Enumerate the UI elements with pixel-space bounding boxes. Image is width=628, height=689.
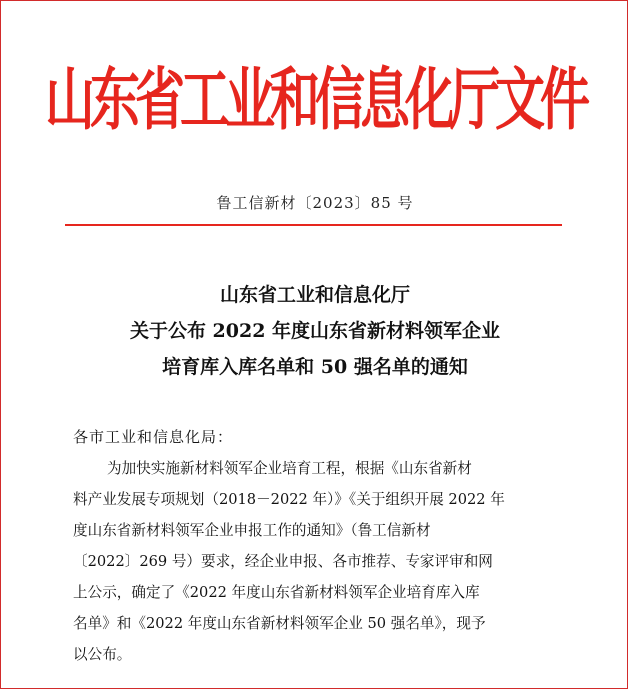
title-line: 培育库入库名单和 50 强名单的通知 [162,356,468,378]
body-line: 以公布。 [73,646,132,663]
body-line: 度山东省新材料领军企业申报工作的通知》（鲁工信新材 [73,522,431,539]
body-line: 料产业发展专项规划（2018－2022 年）》《关于组织开展 2022 年 [73,491,505,508]
title-line: 关于公布 2022 年度山东省新材料领军企业 [129,320,501,342]
body-line: 上公示，确定了《2022 年度山东省新材料领军企业培育库入库 [73,584,480,601]
body-paragraph [73,453,557,670]
red-divider-line [65,224,562,226]
masthead-title: 山东省工业和信息化厅文件 [45,61,585,140]
body-line: 〔2022〕269 号）要求，经企业申报、各市推荐、专家评审和网 [73,553,493,570]
body-line: 名单》和《2022 年度山东省新材料领军企业 50 强名单》，现予 [73,615,486,632]
notice-title [1,277,628,385]
document-number: 鲁工信新材〔2023〕85 号 [216,194,414,212]
body-line: 为加快实施新材料领军企业培育工程，根据《山东省新材 [107,460,472,477]
title-line: 山东省工业和信息化厅 [219,284,410,306]
salutation: 各市工业和信息化局： [73,428,234,446]
